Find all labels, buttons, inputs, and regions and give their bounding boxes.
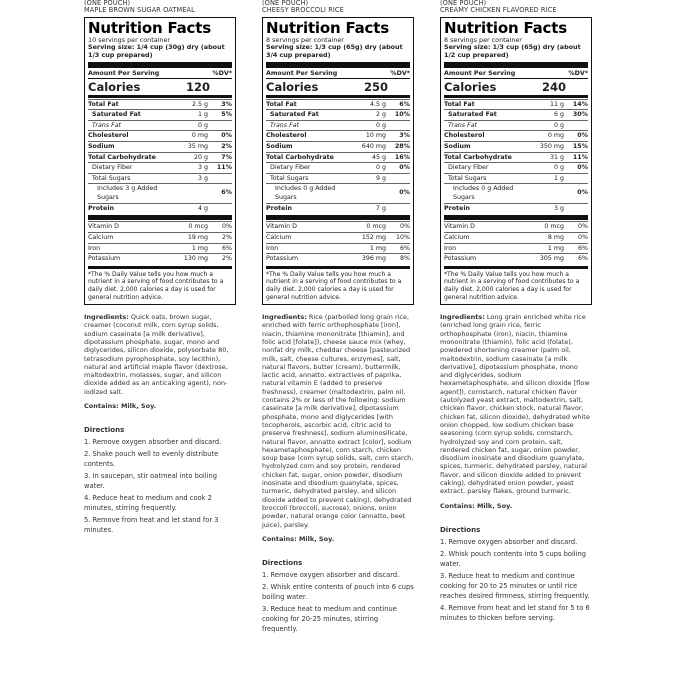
nutrient-dv: 16% — [394, 153, 410, 161]
nutrient-label: Trans Fat — [92, 121, 122, 129]
nutrient-amount: 3 g — [197, 164, 208, 172]
nutrient-row — [266, 253, 410, 264]
nutrient-amount: 0 mg — [191, 132, 208, 140]
nutrient-row — [444, 152, 588, 163]
nutrient-dv: 2% — [221, 142, 232, 150]
nutrient-amount: 152 mg — [361, 233, 386, 241]
nutrient-label: Potassium — [266, 255, 299, 263]
nutrient-label: Vitamin D — [88, 223, 119, 231]
nutrient-label: Dietary Fiber — [448, 164, 489, 172]
nutrient-dv: 15% — [572, 142, 588, 150]
ingredients-text: Rice (parboiled long grain rice, enriched with ferric orthophosphate [iron], niacin, thiamine mononitrate [thiamin], and folic acid [folate]), cheese sauce mix (whey, nonfat dry milk, cheddar cheese [pasteurized milk, salt, cheese cultures, enzymes], salt, natural flavors, butter (cream), buttermilk, lactic acid, annatto, extractives of paprika, natural vitamin E (added to preserve freshness), creamer (maltodextrin, palm oil, contains 2% or less of the following: sodium caseinate [a milk derivative], dipotassium phosphate, mono and diglycerides [with tocopherols, ascorbic acid, citric acid to preserve freshness], sodium aluminosilicate, natural flavor, annatto extract [color], sodium hexametaphosphate), corn starch, chicken soup base (corn syrup solids, salt, corn starch, hydrolyzed corn and soy protein, rendered chicken fat, sugar, onion powder, disodium inosinate and disodium guanylate, spices, turmeric, dehydrated parsley, and silicon dioxide added to prevent caking), dehydrated broccoli (broccoli, sucrose), onions, onion powder, natural orange color (annatto, beet juice), parsley. — [262, 313, 414, 529]
nutrient-row — [88, 120, 232, 131]
directions-list — [84, 437, 236, 535]
calories-value: 240 — [541, 79, 566, 94]
nutrient-row — [266, 203, 410, 214]
nutrient-row — [88, 203, 232, 214]
calories-row — [266, 79, 410, 94]
nutrient-row — [88, 99, 232, 110]
product-name: MAPLE BROWN SUGAR OATMEAL — [84, 6, 195, 15]
nutrient-label: Cholesterol — [88, 132, 129, 140]
divider-thick — [444, 215, 588, 220]
nutrient-dv: 6% — [400, 244, 410, 252]
amount-per-serving-label: Amount Per Serving — [444, 69, 516, 77]
nutrient-amount: 10 mg — [365, 132, 386, 140]
direction-step: 3. Reduce heat to medium and continue cooking for 20-25 minutes, stirring frequently. — [262, 605, 397, 634]
nutrition-facts-panel — [84, 17, 236, 305]
nutrient-dv: 28% — [394, 142, 410, 150]
divider-thick — [88, 215, 232, 220]
nutrient-label: Protein — [266, 204, 292, 212]
nutrition-facts-panel — [440, 17, 592, 305]
directions-title: Directions — [440, 525, 481, 534]
product-name: CHEESY BROCCOLI RICE — [262, 6, 344, 15]
ingredients — [84, 313, 236, 396]
nutrient-label: Includes 0 g Added Sugars — [453, 185, 514, 201]
nutrient-row — [444, 99, 588, 110]
nutrient-row — [266, 162, 410, 173]
direction-step: 2. Whisk pouch contents into 5 cups boiling water. — [440, 549, 587, 568]
nutrient-label: Dietary Fiber — [92, 164, 133, 172]
nutrient-label: Total Fat — [444, 100, 475, 108]
nutrient-row — [266, 130, 410, 141]
nutrient-row — [444, 141, 588, 152]
nutrient-row — [266, 152, 410, 163]
nutrient-amount: 4 g — [197, 204, 208, 212]
ingredients-text: Quick oats, brown sugar, creamer (coconut milk, corn syrup solids, sodium caseinate [a milk derivative], dipotassium phosphate, sugar, mono and diglycerides, silicon dioxide, polysorbate 80, tetrasodium pyrophosphate, soy lecithin), natural and artificial maple flavor (dextrose, maltodextrin, molasses, sugar, and silicon dioxide added as an anticaking agent), non-iodized salt. — [84, 313, 229, 396]
nutrient-dv: 0% — [399, 164, 410, 172]
nutrition-facts-panel — [262, 17, 414, 305]
direction-step: 5. Remove from heat and let stand for 3 minutes. — [84, 516, 219, 535]
nutrient-amount: 8 mg — [547, 233, 564, 241]
nutrient-row — [444, 243, 588, 254]
nutrient-label: Total Fat — [88, 100, 119, 108]
nutrient-label: Saturated Fat — [448, 111, 497, 119]
nutrient-amount: 2.5 g — [191, 100, 208, 108]
product-column — [440, 0, 592, 625]
nutrient-amount: 0 mcg — [544, 223, 564, 231]
pouch-note: (ONE POUCH) — [440, 0, 487, 7]
nutrient-row — [444, 109, 588, 120]
serving-size: Serving size: 1/3 cup (65g) dry (about 3/4 cup prepared) — [266, 43, 403, 59]
nutrient-row — [266, 120, 410, 131]
nutrient-label: Total Fat — [266, 100, 297, 108]
serving-size: Serving size: 1/3 cup (65g) dry (about 1/2 cup prepared) — [444, 43, 581, 59]
servings-per-container: 10 servings per container — [88, 35, 171, 44]
amount-per-serving-label: Amount Per Serving — [88, 69, 160, 77]
nutrient-amount: 0 mcg — [188, 223, 208, 231]
direction-step: 2. Shake pouch well to evenly distribute contents. — [84, 450, 219, 469]
nutrient-dv: 14% — [572, 100, 588, 108]
nutrient-amount: 45 g — [371, 153, 386, 161]
nutrient-amount: 640 mg — [361, 142, 386, 150]
nutrient-dv: 10% — [396, 233, 410, 241]
nutrient-label: Saturated Fat — [270, 111, 319, 119]
ingredients-label: Ingredients: — [262, 313, 307, 322]
nutrient-row — [266, 243, 410, 254]
nutrient-row — [88, 232, 232, 243]
nutrient-row — [88, 221, 232, 232]
divider-thick — [88, 62, 232, 68]
daily-value-footnote: *The % Daily Value tells you how much a nutrient in a serving of food contributes to a daily diet. 2,000 calories a day is used for general nutrition advice. — [266, 266, 410, 301]
direction-step: 1. Remove oxygen absorber and discard. — [262, 571, 400, 580]
nutrient-label: Calcium — [88, 233, 114, 241]
direction-step: 2. Whisk entire contents of pouch into 6 cups boiling water. — [262, 583, 414, 602]
nutrient-label: Iron — [88, 244, 101, 252]
nutrient-label: Trans Fat — [448, 121, 478, 129]
nutrient-amount: 3 g — [553, 204, 564, 212]
nutrient-amount: 1 mg — [369, 244, 386, 252]
divider-medium — [88, 95, 232, 98]
amount-per-serving-label: Amount Per Serving — [266, 69, 338, 77]
nutrient-amount: 19 mg — [187, 233, 208, 241]
nutrient-amount: 130 mg — [183, 255, 208, 263]
nutrient-amount: 1 g — [553, 174, 564, 182]
nutrient-dv: 0% — [222, 223, 232, 231]
nutrient-label: Protein — [88, 204, 114, 212]
amount-header — [444, 69, 588, 79]
nutrient-label: Vitamin D — [444, 223, 475, 231]
calories-label: Calories — [88, 79, 141, 94]
nutrient-amount: 9 g — [375, 174, 386, 182]
nutrient-dv: 6% — [578, 255, 588, 263]
nutrient-row — [444, 120, 588, 131]
nutrient-label: Trans Fat — [270, 121, 300, 129]
nutrient-amount: 0 mg — [547, 132, 564, 140]
dv-header-label: %DV* — [212, 69, 232, 77]
nutrient-dv: 0% — [577, 189, 588, 197]
nutrient-row — [444, 232, 588, 243]
calories-label: Calories — [444, 79, 497, 94]
nutrient-label: Includes 0 g Added Sugars — [275, 185, 336, 201]
amount-header — [88, 69, 232, 79]
servings-per-container: 8 servings per container — [266, 35, 344, 44]
nutrient-amount: 6 g — [553, 111, 564, 119]
nutrient-row — [88, 152, 232, 163]
ingredients-label: Ingredients: — [84, 313, 129, 322]
nutrient-label: Total Sugars — [448, 174, 487, 182]
divider-thick — [266, 215, 410, 220]
product-name: CREAMY CHICKEN FLAVORED RICE — [440, 6, 557, 15]
nutrient-dv: 6% — [222, 244, 232, 252]
pouch-note: (ONE POUCH) — [84, 0, 131, 7]
ingredients — [262, 313, 414, 529]
nutrient-amount: 396 mg — [361, 255, 386, 263]
nutrient-label: Total Carbohydrate — [444, 153, 512, 161]
nutrient-row — [266, 173, 410, 184]
nutrient-row — [88, 173, 232, 184]
nutrient-amount: 1 g — [197, 111, 208, 119]
nutrient-dv: 30% — [572, 111, 588, 119]
direction-step: 1. Remove oxygen absorber and discard. — [84, 438, 222, 447]
nutrient-label: Calcium — [444, 233, 470, 241]
product-column — [84, 0, 236, 537]
directions-list — [440, 537, 592, 623]
nutrient-amount: 31 g — [549, 153, 564, 161]
direction-step: 4. Remove from heat and let stand for 5 to 6 minutes to thicken before serving. — [440, 603, 590, 622]
nutrient-label: Includes 3 g Added Sugars — [97, 185, 158, 201]
direction-step: 3. Reduce heat to medium and continue cooking for 20 to 25 minutes or until rice reaches desired firmness, stirring frequently. — [440, 571, 590, 600]
allergen-contains: Contains: Milk, Soy. — [262, 534, 335, 543]
nutrient-row — [266, 141, 410, 152]
nutrient-amount: 0 mcg — [366, 223, 386, 231]
nutrient-amount: 0 g — [375, 164, 386, 172]
nutrient-row — [88, 109, 232, 120]
nutrient-dv: 10% — [394, 111, 410, 119]
divider-medium — [444, 95, 588, 98]
nutrient-row — [266, 221, 410, 232]
nutrient-label: Sodium — [88, 142, 115, 150]
pouch-note: (ONE POUCH) — [262, 0, 309, 7]
nutrient-dv: 6% — [399, 100, 410, 108]
calories-row — [88, 79, 232, 94]
nutrient-row — [266, 99, 410, 110]
nutrient-label: Sodium — [266, 142, 293, 150]
nutrient-dv: 11% — [216, 164, 232, 172]
nutrient-amount: 35 mg — [187, 142, 208, 150]
daily-value-footnote: *The % Daily Value tells you how much a nutrient in a serving of food contributes to a daily diet. 2,000 calories a day is used for general nutrition advice. — [88, 266, 232, 301]
nutrient-dv: 7% — [221, 153, 232, 161]
nutrient-dv: 0% — [577, 164, 588, 172]
nutrient-dv: 0% — [577, 132, 588, 140]
nutrient-row — [88, 183, 232, 202]
nutrient-label: Dietary Fiber — [270, 164, 311, 172]
nutrient-dv: 6% — [221, 189, 232, 197]
nutrient-amount: 350 mg — [539, 142, 564, 150]
directions-list — [262, 570, 414, 634]
amount-header — [266, 69, 410, 79]
nutrient-amount: 20 g — [193, 153, 208, 161]
direction-step: 4. Reduce heat to medium and cook 2 minutes, stirring frequently. — [84, 494, 212, 513]
nutrient-amount: 4.5 g — [369, 100, 386, 108]
nutrient-row — [88, 162, 232, 173]
directions-title: Directions — [84, 426, 125, 435]
serving-size: Serving size: 1/4 cup (30g) dry (about 1/3 cup prepared) — [88, 43, 225, 59]
nutrient-amount: 0 g — [553, 164, 564, 172]
nutrient-label: Total Carbohydrate — [266, 153, 334, 161]
product-column — [262, 0, 414, 636]
nutrient-row — [444, 173, 588, 184]
nutrient-amount: 0 g — [375, 121, 386, 129]
nutrient-label: Potassium — [444, 255, 477, 263]
daily-value-footnote: *The % Daily Value tells you how much a nutrient in a serving of food contributes to a daily diet. 2,000 calories a day is used for general nutrition advice. — [444, 266, 588, 301]
nutrient-dv: 2% — [222, 255, 232, 263]
nutrient-amount: 0 g — [553, 121, 564, 129]
nutrient-row — [88, 130, 232, 141]
nutrient-row — [266, 232, 410, 243]
nutrient-label: Iron — [444, 244, 457, 252]
nutrient-row — [444, 183, 588, 202]
nutrient-amount: 0 g — [197, 121, 208, 129]
nutrient-label: Vitamin D — [266, 223, 297, 231]
nutrient-amount: 7 g — [375, 204, 386, 212]
ingredients — [440, 313, 592, 496]
nutrient-row — [444, 162, 588, 173]
nutrient-amount: 2 g — [375, 111, 386, 119]
nutrition-facts-title: Nutrition Facts — [444, 18, 567, 37]
nutrient-amount: 11 g — [549, 100, 564, 108]
nutrient-row — [444, 221, 588, 232]
nutrient-label: Potassium — [88, 255, 121, 263]
nutrient-dv: 6% — [578, 244, 588, 252]
nutrient-dv: 11% — [572, 153, 588, 161]
nutrient-row — [88, 243, 232, 254]
nutrient-label: Cholesterol — [444, 132, 485, 140]
ingredients-text: Long grain enriched white rice (enriched long grain rice, ferric orthophosphate (iron), niacin, thiamine mononitrate (thiamin), folic acid (folate), powdered shortening creamer (palm oil, maltodextrin, sodium caseinate [a milk derivative], dipotassium phosphate, mono and diglycerides, sodium hexametaphosphate, and silicon dioxide [flow agent]), cornstarch, natural chicken flavor (autolyzed yeast extract, maltodextrin, salt, chicken flavor, chicken stock, natural flavor, chicken fat, silicon dioxide), dehydrated white onion chopped, low sodium chicken base seasoning (corn syrup solids, cornstarch, hydrolyzed soy and corn protein, salt, rendered chicken fat, sugar, onion powder, disodium inosinate and disodium guanylate, spices, turmeric, dehydrated parsley, natural flavor, and silicon dioxide added to prevent caking), dehydrated onion powder, yeast extract, parsley flakes, ground turmeric. — [440, 313, 590, 496]
nutrient-dv: 5% — [221, 111, 232, 119]
nutrient-dv: 3% — [221, 100, 232, 108]
nutrient-dv: 0% — [399, 189, 410, 197]
nutrient-label: Iron — [266, 244, 279, 252]
ingredients-label: Ingredients: — [440, 313, 485, 322]
nutrient-dv: 3% — [399, 132, 410, 140]
calories-row — [444, 79, 588, 94]
nutrient-label: Total Carbohydrate — [88, 153, 156, 161]
nutrient-row — [444, 130, 588, 141]
allergen-contains: Contains: Milk, Soy. — [440, 501, 513, 510]
nutrient-label: Calcium — [266, 233, 292, 241]
calories-label: Calories — [266, 79, 319, 94]
nutrient-label: Saturated Fat — [92, 111, 141, 119]
nutrient-label: Total Sugars — [270, 174, 309, 182]
divider-medium — [266, 95, 410, 98]
calories-value: 120 — [185, 79, 210, 94]
nutrient-amount: 1 mg — [547, 244, 564, 252]
nutrient-dv: 2% — [222, 233, 232, 241]
nutrient-label: Cholesterol — [266, 132, 307, 140]
nutrient-row — [266, 183, 410, 202]
nutrient-dv: 0% — [578, 233, 588, 241]
nutrient-dv: 8% — [400, 255, 410, 263]
nutrient-label: Total Sugars — [92, 174, 131, 182]
nutrient-label: Protein — [444, 204, 470, 212]
nutrient-row — [444, 253, 588, 264]
calories-value: 250 — [363, 79, 388, 94]
nutrient-row — [88, 141, 232, 152]
directions-title: Directions — [262, 559, 303, 568]
nutrient-label: Sodium — [444, 142, 471, 150]
nutrition-facts-title: Nutrition Facts — [88, 18, 211, 37]
nutrition-facts-title: Nutrition Facts — [266, 18, 389, 37]
nutrient-dv: 0% — [400, 223, 410, 231]
divider-thick — [266, 62, 410, 68]
direction-step: 3. In saucepan, stir oatmeal into boiling water. — [84, 472, 217, 491]
nutrient-row — [88, 253, 232, 264]
direction-step: 1. Remove oxygen absorber and discard. — [440, 537, 578, 546]
nutrient-amount: 1 mg — [191, 244, 208, 252]
divider-thick — [444, 62, 588, 68]
nutrient-amount: 305 mg — [539, 255, 564, 263]
nutrient-row — [444, 203, 588, 214]
dv-header-label: %DV* — [568, 69, 588, 77]
nutrient-amount: 3 g — [197, 174, 208, 182]
nutrient-row — [266, 109, 410, 120]
allergen-contains: Contains: Milk, Soy. — [84, 402, 157, 411]
nutrient-dv: 0% — [578, 223, 588, 231]
servings-per-container: 8 servings per container — [444, 35, 522, 44]
nutrient-dv: 0% — [221, 132, 232, 140]
dv-header-label: %DV* — [390, 69, 410, 77]
